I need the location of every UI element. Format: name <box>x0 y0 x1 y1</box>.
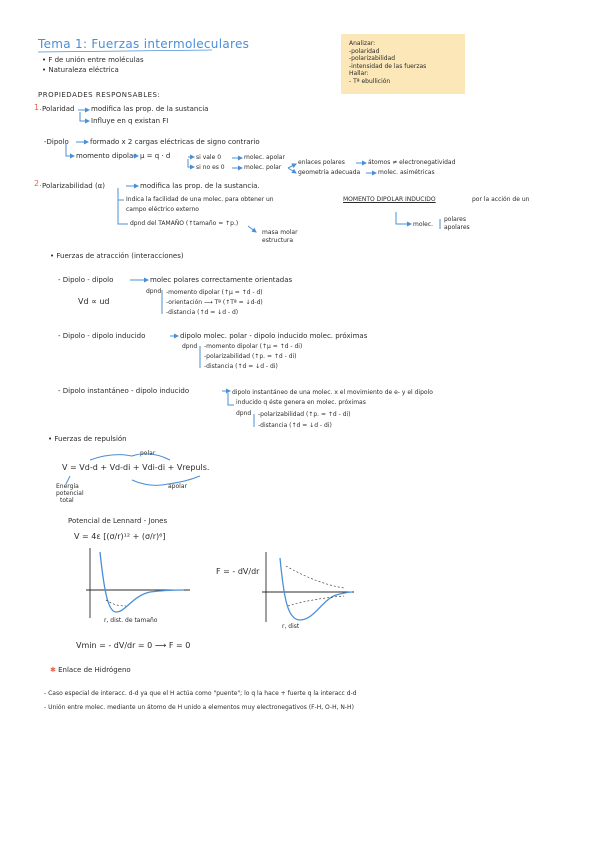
p1-line1: modifica las prop. de la sustancia <box>91 105 209 113</box>
ii-def1: dipolo instantáneo de una molec. x el movimiento de e- y el dipolo <box>232 389 433 396</box>
apolar-label: molec. apolar <box>244 154 285 161</box>
p2-line4: dpnd del TAMAÑO (↑tamaño = ↑p.) <box>130 220 239 227</box>
note-item: Hallar: <box>349 70 369 77</box>
energia-3: total <box>60 497 74 504</box>
di-dpnd: dpnd <box>182 343 198 350</box>
page-title: Tema 1: Fuerzas intermoleculares <box>38 37 250 51</box>
molec-label: molec. <box>413 221 434 228</box>
p2-line1: modifica las prop. de la sustancia. <box>140 182 260 190</box>
masa-molar: masa molar <box>262 229 298 236</box>
p2-label: Polarizabilidad (α) <box>42 182 106 190</box>
note-item: Analizar: <box>349 40 376 47</box>
si-vale-0: si vale 0 <box>196 154 222 161</box>
geometria: geometría adecuada <box>298 169 361 176</box>
lj-formula: V = 4ε [(σ/r)¹² + (σ/r)⁶] <box>74 532 166 541</box>
estructura: estructura <box>262 237 294 244</box>
p2-line2a: Indica la facilidad de una molec. para obtener un <box>126 196 274 203</box>
dd-label: - Dipolo - dipolo <box>58 276 114 284</box>
p2-line2b: MOMENTO DIPOLAR INDUCIDO <box>343 196 436 203</box>
hidrogeno-line2: - Unión entre molec. mediante un átomo de H unido a elementos muy electronegativos (F-H, O-H, N-H) <box>44 704 354 711</box>
apolar-brace-label: apolar <box>168 483 187 490</box>
right-graph-label: r, dist <box>282 623 300 630</box>
momento-formula: μ = q · d <box>140 152 171 160</box>
di-def: dipolo molec. polar - dipolo inducido molec. próximas <box>180 332 368 340</box>
left-graph-label: r, dist. de tamaño <box>104 617 158 624</box>
repulsion-heading: • Fuerzas de repulsión <box>48 435 127 443</box>
dd-def: molec polares correctamente orientadas <box>150 276 293 284</box>
intro-line-1: • F de unión entre moléculas <box>42 56 144 64</box>
p1-number: 1. <box>34 103 42 112</box>
energia-1: Energía <box>56 483 79 490</box>
p2-line2c: por la acción de un <box>472 196 530 203</box>
no-cero: si no es 0 <box>196 164 225 171</box>
ii-item-2: -distancia (↑d = ↓d - di) <box>258 422 332 429</box>
note-item: -intensidad de las fuerzas <box>349 62 427 70</box>
dd-item-3: -distancia (↑d = ↓d - d) <box>166 309 239 316</box>
apolares-label: apolares <box>444 224 470 231</box>
hidrogeno-line1: - Caso especial de interacc. d-d ya que el H actúa como "puente"; lo q la hace + fuerte q la interacc d-d <box>44 690 357 697</box>
dd-dpnd: dpnd <box>146 288 162 295</box>
intro-line-2: • Naturaleza eléctrica <box>42 66 119 74</box>
di-item-3: -distancia (↑d = ↓d - di) <box>204 363 278 370</box>
di-item-1: -momento dipolar (↑μ = ↑d - di) <box>204 343 303 350</box>
di-label: - Dipolo - dipolo inducido <box>58 332 146 340</box>
p1-label: Polaridad <box>42 105 75 113</box>
vmin-formula: Vmin = - dV/dr = 0 ⟶ F = 0 <box>76 641 191 650</box>
total-potential-formula: V = Vd-d + Vd-di + Vdi-di + Vrepuls. <box>62 463 210 472</box>
polar-brace-label: polar <box>140 450 156 457</box>
note-item: - Tª ebullición <box>349 77 391 85</box>
p1-line2: Influye en q existan FI <box>91 117 169 125</box>
ii-item-1: -polarizabilidad (↑p. = ↑d - di) <box>258 411 351 418</box>
energia-2: potencial <box>56 490 84 497</box>
ii-dpnd: dpnd <box>236 410 252 417</box>
polares-label: polares <box>444 216 466 223</box>
dipolo-label: -Dipolo <box>44 138 69 146</box>
ii-label: - Dipolo instantáneo - dipolo inducido <box>58 387 190 395</box>
p2-line3: campo eléctrico externo <box>126 206 199 213</box>
polar-label: molec. polar <box>244 164 282 171</box>
p2-number: 2. <box>34 179 42 188</box>
di-item-2: -polarizabilidad (↑p. = ↑d - di) <box>204 353 297 360</box>
asimetricas: molec. asimétricas <box>378 169 435 176</box>
force-formula: F = - dV/dr <box>216 567 260 576</box>
dd-item-1: -momento dipolar (↑μ = ↑d - d) <box>166 289 263 296</box>
vd-formula: Vd ∝ ud <box>78 297 110 306</box>
atomos-en: átomos ≠ electronegatividad <box>368 159 456 166</box>
note-item: -polaridad <box>349 47 380 55</box>
enlaces-polares: enlaces polares <box>298 159 345 166</box>
ii-def2: inducido q éste genera en molec. próximas <box>236 399 366 406</box>
hidrogeno-heading: ✱ Enlace de Hidrógeno <box>50 666 131 674</box>
note-item: -polarizabilidad <box>349 55 396 62</box>
lj-heading: Potencial de Lennard - Jones <box>68 517 168 525</box>
atraccion-heading: • Fuerzas de atracción (interacciones) <box>50 252 184 260</box>
props-heading: PROPIEDADES RESPONSABLES: <box>38 91 161 99</box>
dipolo-def: formado x 2 cargas eléctricas de signo contrario <box>90 138 260 146</box>
momento-label: momento dipolar <box>76 152 137 160</box>
dd-item-2: -orientación ⟶ Tª (↑Tª = ↓d-d) <box>166 299 263 306</box>
